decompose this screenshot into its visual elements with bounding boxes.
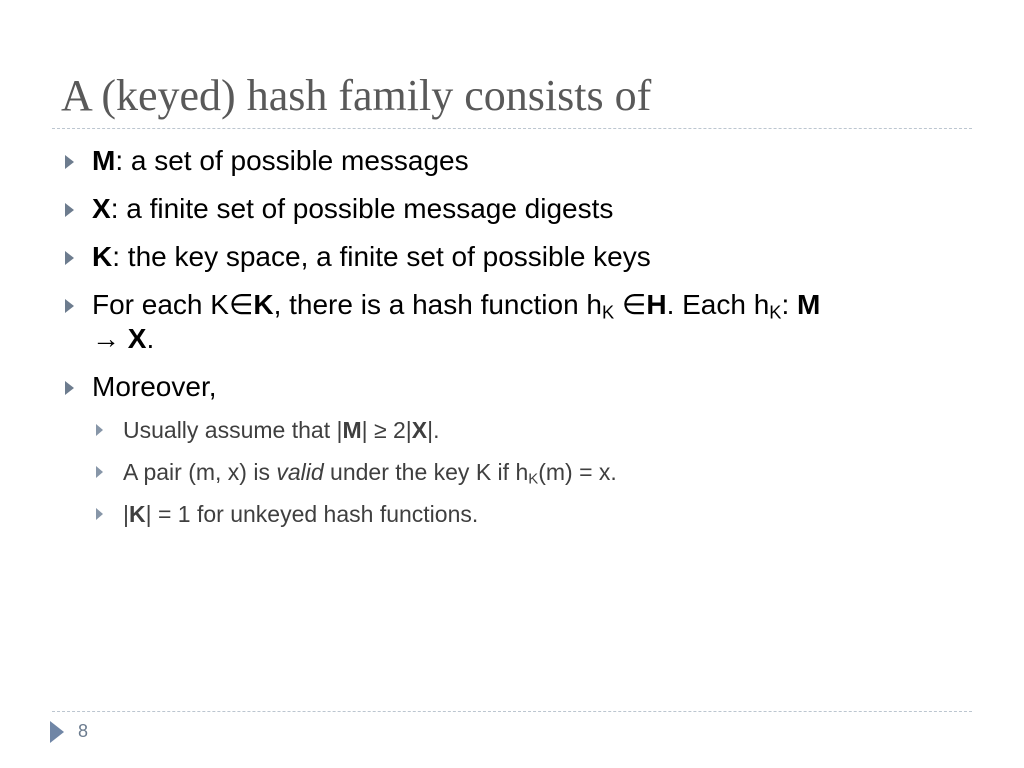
symbol-x-bold: X	[127, 323, 147, 354]
unkeyed-text-1: |	[123, 501, 129, 527]
bullet-arrow-icon	[65, 155, 74, 169]
pair-text-3: (m) = x.	[538, 459, 617, 485]
family-continuation	[92, 322, 982, 356]
family-text-4: :	[781, 289, 797, 320]
subscript-k: K	[769, 302, 782, 323]
sub-bullet-arrow-icon	[96, 466, 103, 478]
assume-text-2: | ≥ 2|	[361, 417, 412, 443]
symbol-x: X	[92, 193, 111, 224]
unkeyed-text-2: | = 1 for unkeyed hash functions.	[145, 501, 479, 527]
symbol-k-bold: K	[253, 289, 274, 320]
symbol-m: M	[92, 145, 116, 176]
pair-text-1: A pair (m, x) is	[123, 459, 277, 485]
symbol-k-bold: K	[128, 501, 146, 527]
bullet-arrow-icon	[65, 381, 74, 395]
bullet-messages-text: : a set of possible messages	[115, 145, 469, 176]
bullet-messages	[62, 144, 982, 178]
sub-bullet-arrow-icon	[96, 424, 103, 436]
page-number: 8	[78, 721, 89, 741]
moreover-text: Moreover,	[92, 371, 217, 402]
family-end: .	[146, 323, 155, 354]
bullet-key-space-text: : the key space, a finite set of possible keys	[112, 241, 651, 272]
element-of-symbol: ∈	[614, 289, 647, 320]
sub-bullet-valid-pair	[62, 458, 982, 486]
slide-title: A (keyed) hash family consists of	[61, 71, 652, 120]
bullet-arrow-icon	[65, 203, 74, 217]
slide-body	[62, 144, 982, 542]
assume-text-1: Usually assume that |	[123, 417, 343, 443]
bullet-arrow-icon	[65, 251, 74, 265]
sub-bullet-assume	[62, 416, 982, 444]
sub-bullet-unkeyed	[62, 500, 982, 528]
element-of-symbol: ∈	[228, 289, 254, 320]
subscript-k: K	[602, 302, 615, 323]
bullet-digests	[62, 192, 982, 226]
bullet-arrow-icon	[65, 299, 74, 313]
subscript-k: K	[528, 470, 539, 488]
symbol-m-bold: M	[797, 289, 821, 320]
family-text-2: , there is a hash function h	[273, 289, 603, 320]
footer-triangle-icon	[50, 721, 64, 743]
pair-text-2: under the key K if h	[323, 459, 529, 485]
bullet-key-space	[62, 240, 982, 274]
title-divider	[52, 128, 972, 129]
bullet-moreover	[62, 370, 982, 404]
arrow-symbol: →	[92, 323, 128, 354]
valid-emphasis: valid	[276, 459, 324, 485]
symbol-k: K	[92, 241, 113, 272]
symbol-h-bold: H	[646, 289, 667, 320]
family-text-3: . Each h	[666, 289, 770, 320]
footer-divider	[52, 711, 972, 712]
symbol-x-bold: X	[411, 417, 428, 443]
bullet-digests-text: : a finite set of possible message digests	[110, 193, 614, 224]
family-text-1: For each K	[92, 289, 229, 320]
assume-text-3: |.	[427, 417, 440, 443]
bullet-hash-function	[62, 288, 982, 356]
sub-bullet-arrow-icon	[96, 508, 103, 520]
symbol-m-bold: M	[342, 417, 362, 443]
